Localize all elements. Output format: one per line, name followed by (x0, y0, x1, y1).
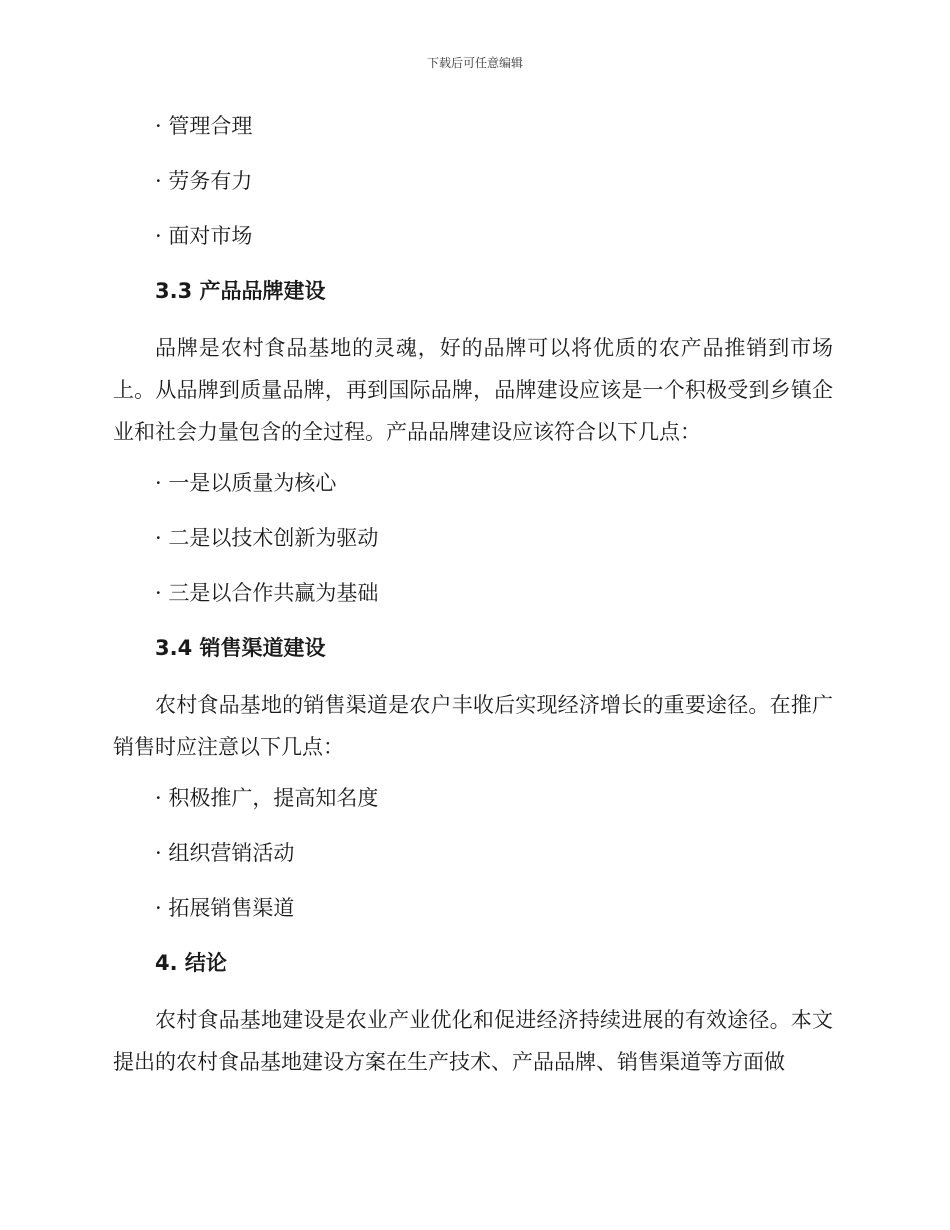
paragraph-brand: 品牌是农村食品基地的灵魂，好的品牌可以将优质的农产品推销到市场上。从品牌到质量品牌，再到国际品牌，品牌建设应该是一个积极受到乡镇企业和社会力量包含的全过程。产品品牌建设应该符合以下几点： (113, 336, 833, 444)
page-header: 下载后可任意编辑 (426, 56, 523, 70)
list-item: · 积极推广，提高知名度 (155, 786, 379, 810)
document-body (113, 108, 833, 1095)
list-item: · 管理合理 (155, 114, 253, 138)
list-item: · 一是以质量为核心 (155, 471, 337, 495)
list-item: · 二是以技术创新为驱动 (155, 526, 379, 550)
list-item: · 面对市场 (155, 224, 253, 248)
section-heading-conclusion: 4. 结论 (155, 951, 227, 975)
paragraph-sales: 农村食品基地的销售渠道是农户丰收后实现经济增长的重要途径。在推广销售时应注意以下几点： (113, 693, 833, 759)
section-heading-sales: 3.4 销售渠道建设 (155, 636, 326, 660)
list-item: · 组织营销活动 (155, 841, 295, 865)
paragraph-conclusion: 农村食品基地建设是农业产业优化和促进经济持续进展的有效途径。本文提出的农村食品基地建设方案在生产技术、产品品牌、销售渠道等方面做 (113, 1008, 833, 1074)
list-item: · 三是以合作共赢为基础 (155, 581, 379, 605)
list-item: · 拓展销售渠道 (155, 896, 295, 920)
section-heading-brand: 3.3 产品品牌建设 (155, 279, 326, 303)
list-item: · 劳务有力 (155, 169, 253, 193)
